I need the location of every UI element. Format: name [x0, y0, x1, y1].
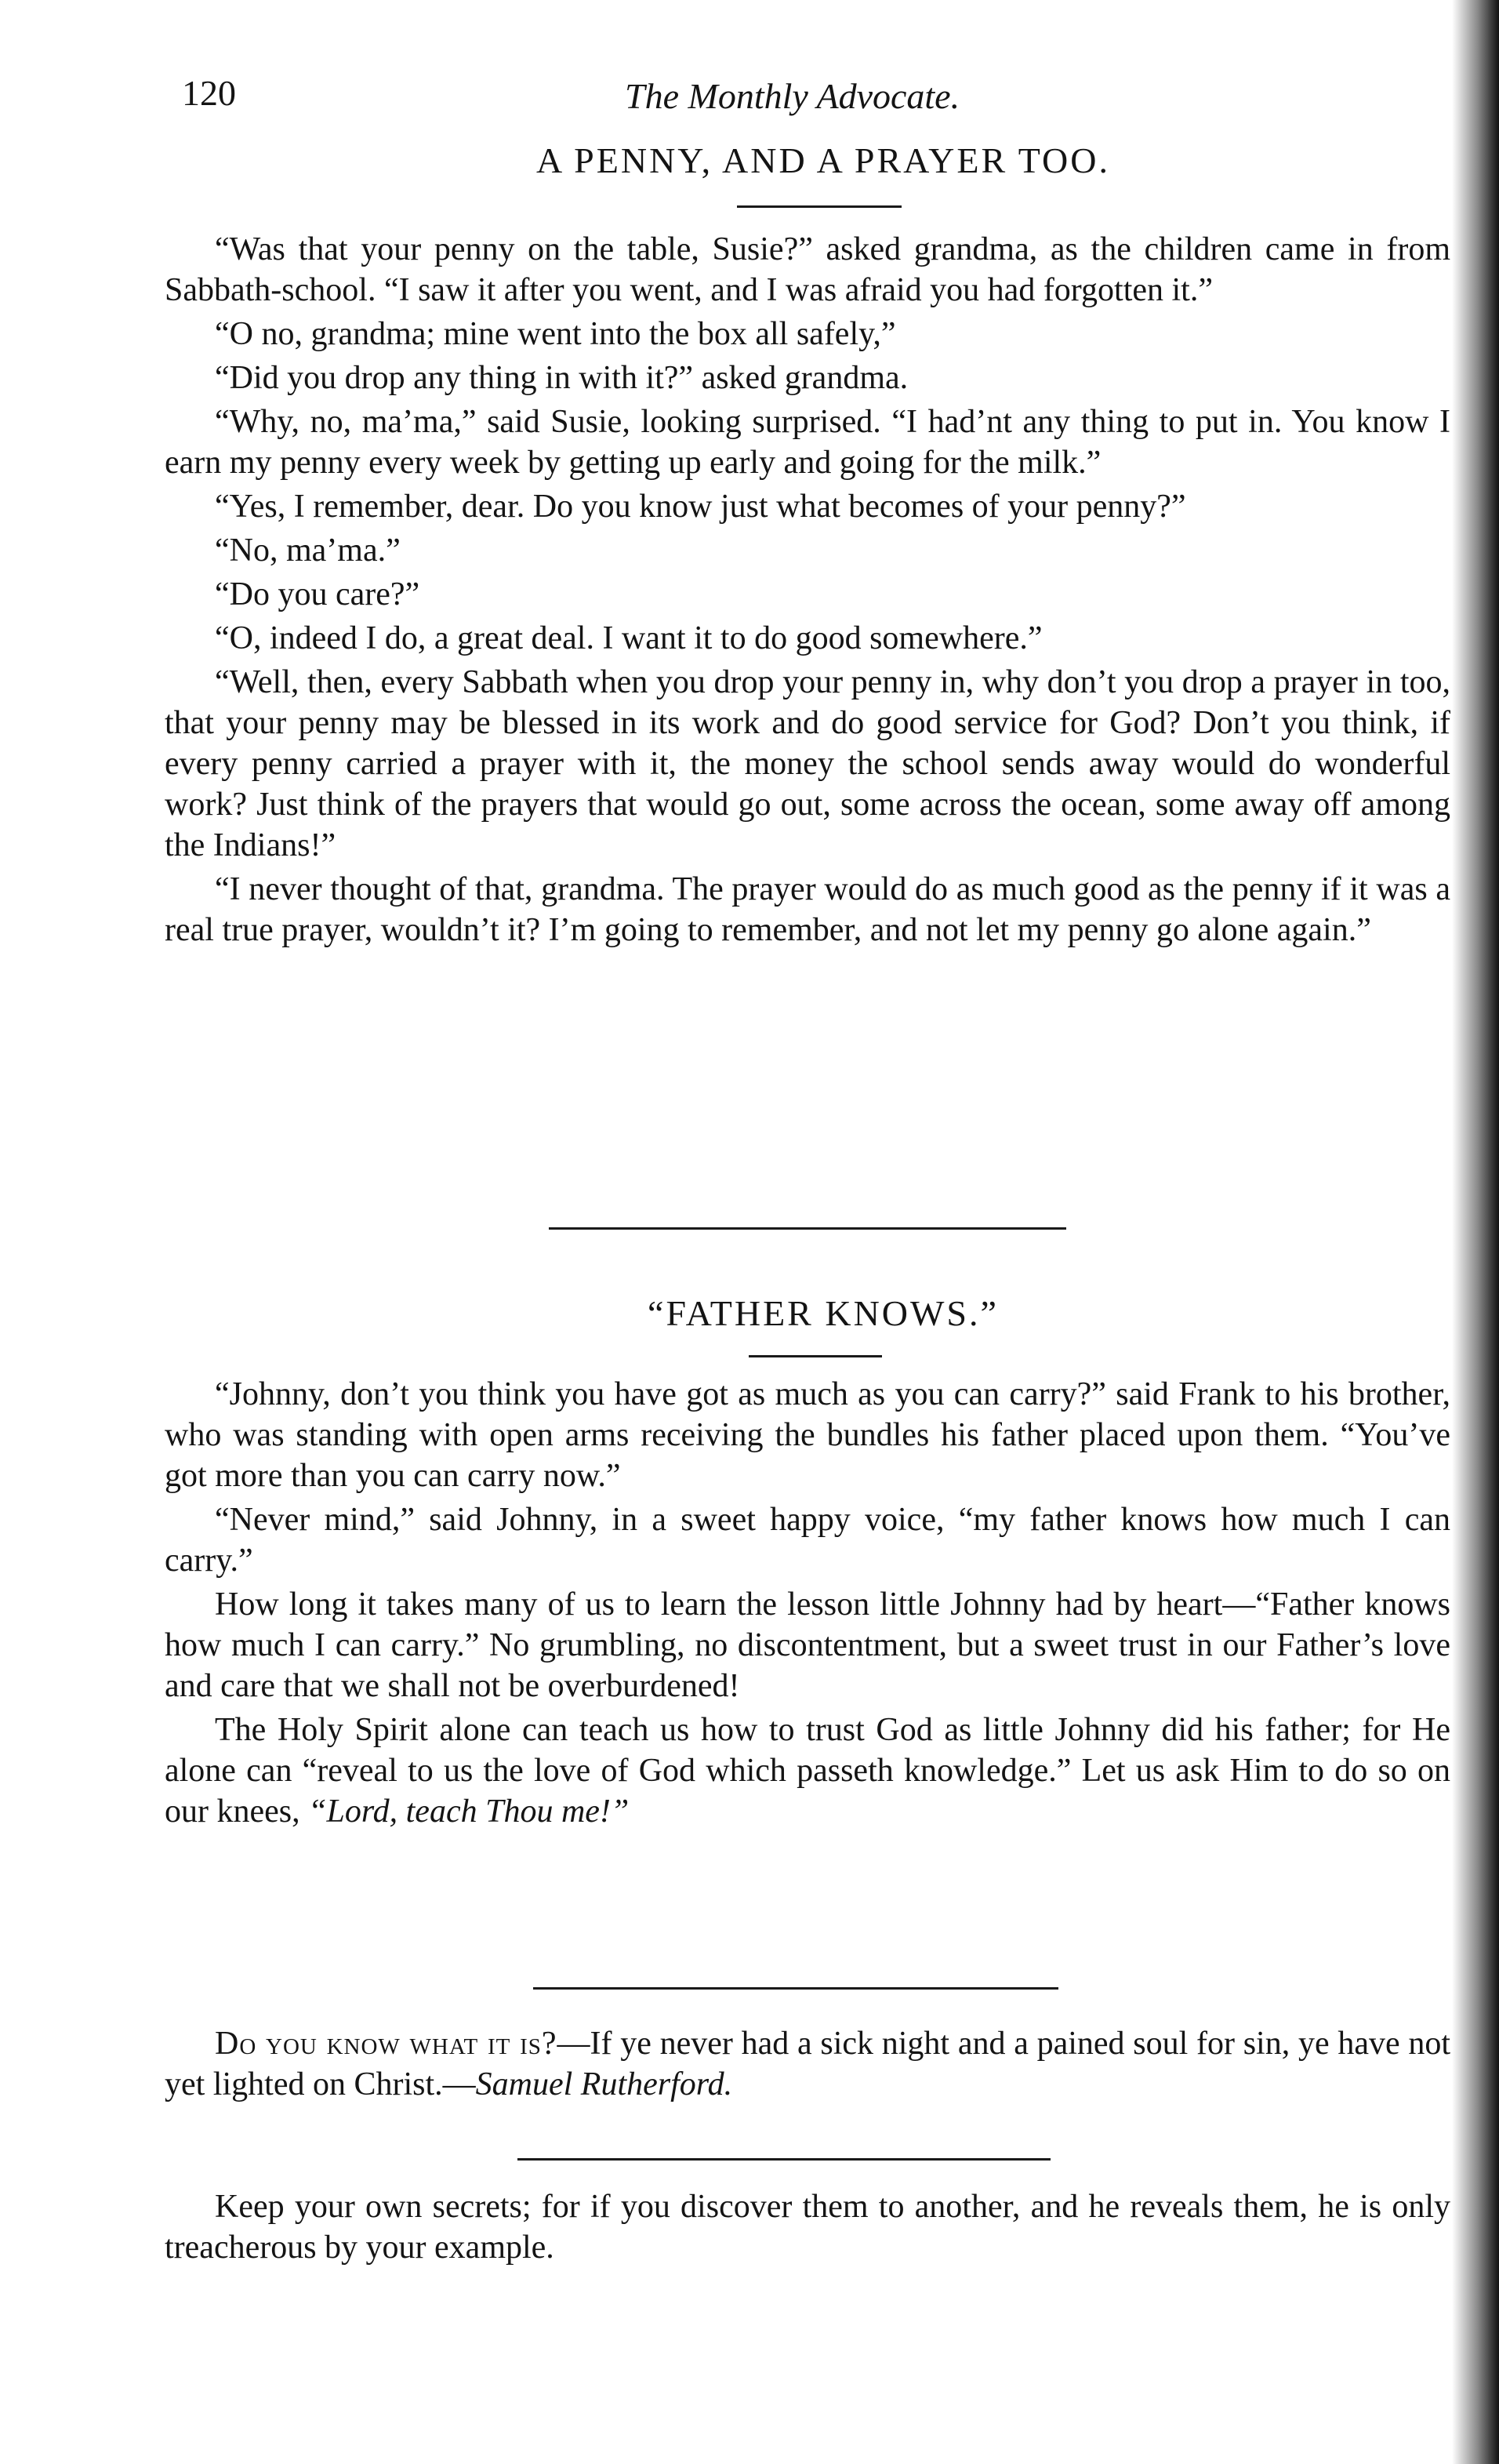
paragraph: “Never mind,” said Johnny, in a sweet happy voice, “my father knows how much I can carry.”: [165, 1502, 1450, 1579]
paragraph: “Well, then, every Sabbath when you drop your penny in, why don’t you drop a prayer in too, that your penny may be blessed in its work and do good service for God? Don’t you think, if every penny carried a prayer with it, the money the school sends away would do wonderful work? Just think of the prayers that would go out, some across the ocean, some away off among the Indians!”: [165, 664, 1450, 863]
article-body-father-knows: [165, 1374, 1450, 1835]
quote-text: —If ye never had a sick night and a pained soul for sin, ye have not yet lighted on Christ.—: [165, 2026, 1451, 2102]
journal-title: The Monthly Advocate.: [625, 76, 960, 116]
article-body-penny-prayer: [165, 229, 1450, 954]
closing-italic-prayer: “Lord, teach Thou me!”: [308, 1793, 630, 1830]
article-title-penny-prayer: A PENNY, AND A PRAYER TOO.: [536, 140, 1110, 180]
quote-lead: Do you know what it is?: [215, 2026, 557, 2062]
paragraph: “Did you drop any thing in with it?” asked grandma.: [215, 360, 909, 396]
paragraph: “Do you care?”: [215, 576, 420, 612]
section-divider-rule: [517, 2158, 1051, 2161]
paragraph: “No, ma’ma.”: [215, 532, 401, 569]
section-divider-rule: [549, 1227, 1066, 1230]
closing-text: The Holy Spirit alone can teach us how to trust God as little Johnny did his father; for He alone can “reveal to us the love of God which passeth knowledge.” Let us ask Him to do so on our knees,: [165, 1712, 1450, 1830]
title-underline-rule: [749, 1355, 882, 1357]
maxim-paragraph: Keep your own secrets; for if you discover them to another, and he reveals them, he is only treacherous by your example.: [165, 2189, 1450, 2266]
quote-block: [165, 2023, 1450, 2108]
article-title-father-knows: “FATHER KNOWS.”: [648, 1293, 999, 1333]
paragraph-closing: [165, 1710, 1450, 1832]
quote-paragraph: [165, 2023, 1450, 2105]
section-divider-rule: [533, 1987, 1058, 1990]
paragraph: How long it takes many of us to learn the lesson little Johnny had by heart—“Father knows how much I can carry.” No grumbling, no discontentment, but a sweet trust in our Father’s love and care that we shall not be overburdened!: [165, 1586, 1450, 1704]
running-head: [182, 72, 1468, 127]
paragraph: “Was that your penny on the table, Susie?” asked grandma, as the children came in from Sabbath-school. “I saw it after you went, and I was afraid you had forgotten it.”: [165, 231, 1450, 308]
title-underline-rule: [737, 205, 902, 208]
paragraph: “I never thought of that, grandma. The prayer would do as much good as the penny if it was a real true prayer, wouldn’t it? I’m going to remember, and not let my penny go alone again.”: [165, 871, 1450, 948]
paragraph: “O no, grandma; mine went into the box all safely,”: [215, 316, 896, 352]
page-number: 120: [182, 73, 236, 113]
paragraph: “O, indeed I do, a great deal. I want it to do good somewhere.”: [215, 620, 1043, 656]
page-binding-shadow: [1452, 0, 1499, 2464]
maxim-block: [165, 2186, 1450, 2271]
paragraph: “Why, no, ma’ma,” said Susie, looking surprised. “I had’nt any thing to put in. You know I earn my penny every week by getting up early and going for the milk.”: [165, 404, 1450, 481]
paragraph: “Johnny, don’t you think you have got as much as you can carry?” said Frank to his brother, who was standing with open arms receiving the bundles his father placed upon them. “You’ve got more than you can carry now.”: [165, 1376, 1450, 1494]
quote-author: Samuel Rutherford.: [475, 2066, 733, 2102]
paragraph: “Yes, I remember, dear. Do you know just what becomes of your penny?”: [215, 489, 1186, 525]
